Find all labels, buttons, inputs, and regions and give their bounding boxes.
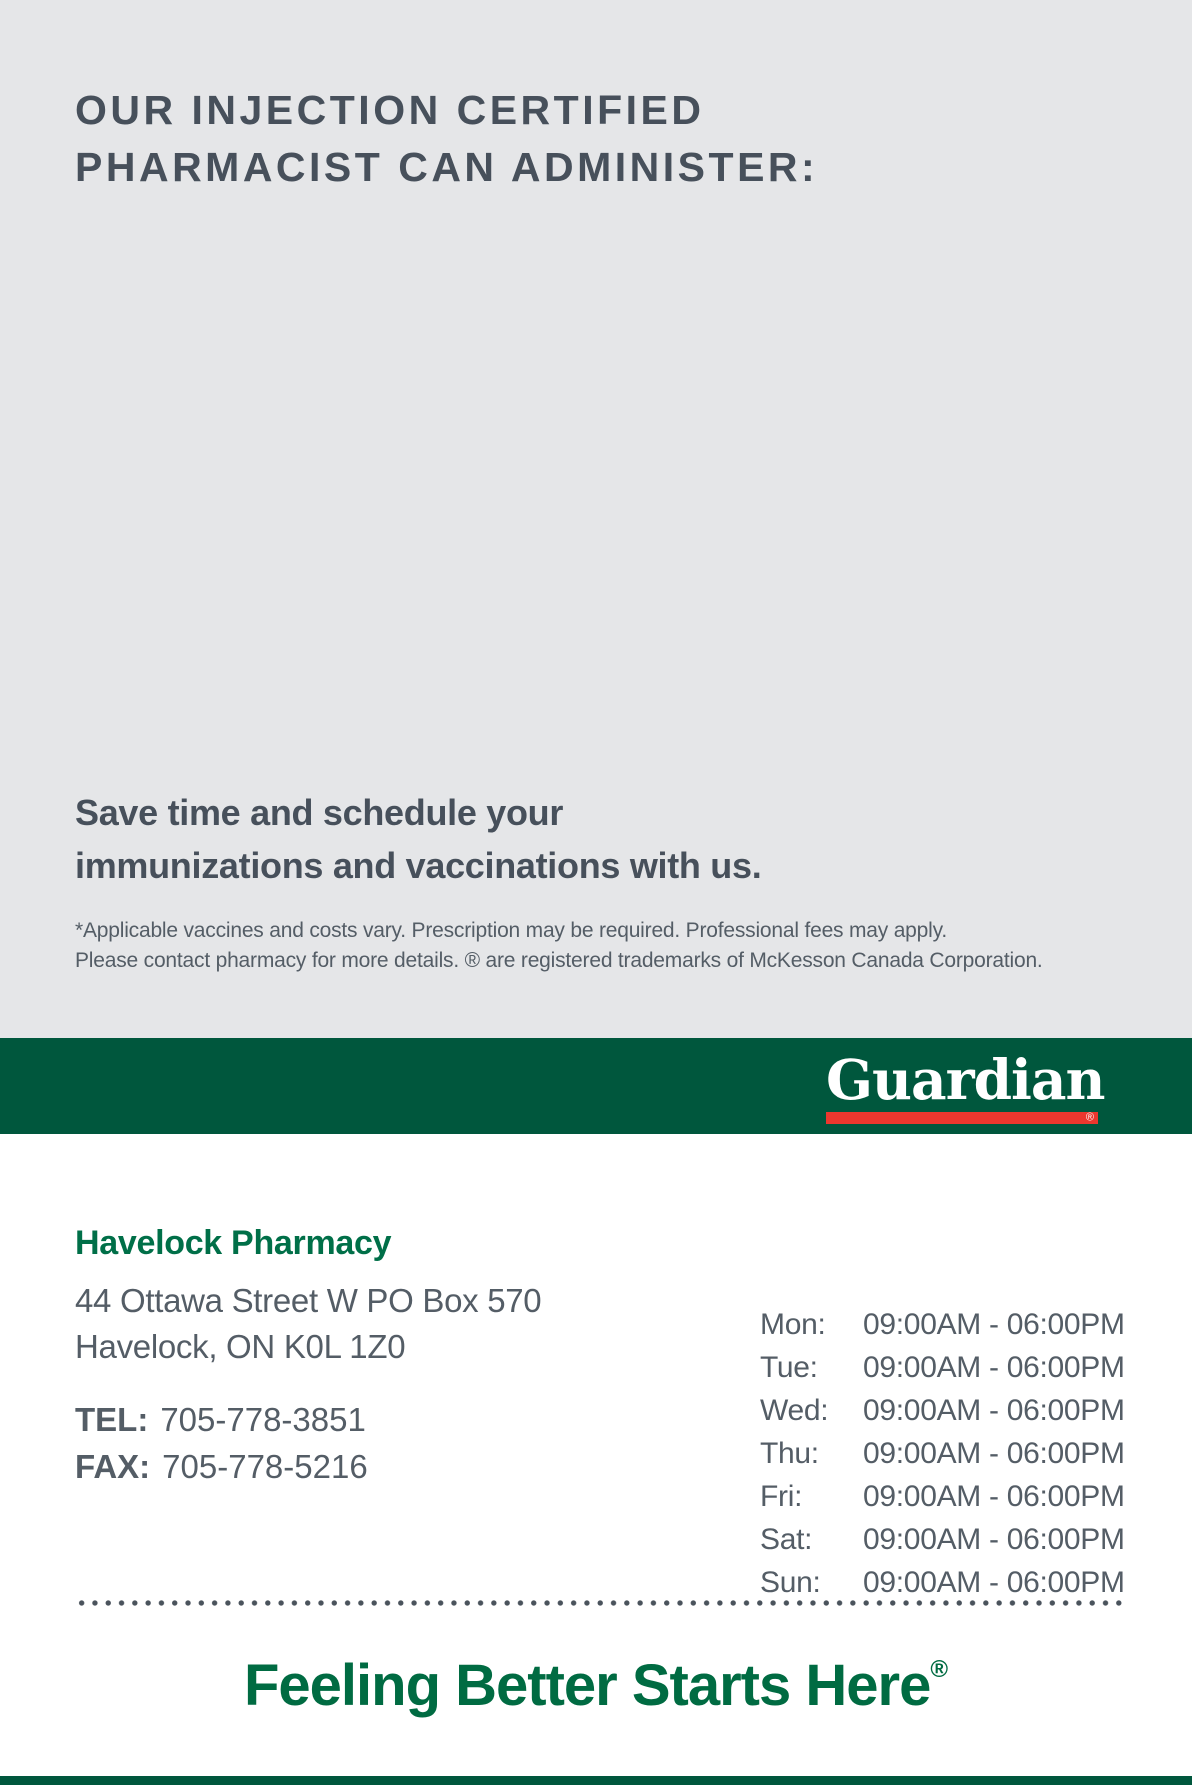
hours-time-value: 09:00AM - 06:00PM — [863, 1307, 1125, 1341]
guardian-logo — [826, 1047, 1105, 1124]
hours-time-value: 09:00AM - 06:00PM — [863, 1479, 1125, 1513]
registered-trademark-icon: ® — [1085, 1111, 1094, 1124]
guardian-logo-wordmark: Guardian — [826, 1047, 1105, 1112]
promo-heading — [75, 82, 818, 196]
hours-row-sat — [760, 1518, 1125, 1561]
hours-time-value: 09:00AM - 06:00PM — [863, 1522, 1125, 1556]
promo-disclaimer — [75, 916, 1043, 976]
store-name: Havelock Pharmacy — [75, 1224, 392, 1262]
promo-subheading-line1: Save time and schedule your — [75, 792, 564, 833]
tagline — [0, 1652, 1192, 1719]
dotted-divider — [75, 1600, 1127, 1606]
tagline-text: Feeling Better Starts Here — [243, 1653, 931, 1718]
tel-number: 705-778-3851 — [160, 1401, 366, 1438]
promo-subheading — [75, 786, 761, 892]
hours-day-label: Thu: — [760, 1436, 819, 1470]
promo-heading-line1: OUR INJECTION CERTIFIED — [75, 87, 705, 133]
hours-time-value: 09:00AM - 06:00PM — [863, 1565, 1125, 1599]
store-address-line1: 44 Ottawa Street W PO Box 570 — [75, 1282, 542, 1319]
hours-day-label: Fri: — [760, 1479, 803, 1513]
promo-subheading-line2: immunizations and vaccinations with us. — [75, 845, 762, 886]
hours-row-thu — [760, 1432, 1125, 1475]
guardian-logo-underline — [826, 1112, 1098, 1124]
hours-time-value: 09:00AM - 06:00PM — [863, 1436, 1125, 1470]
brand-band — [0, 1038, 1192, 1134]
store-tel-row — [75, 1396, 368, 1443]
promo-heading-line2: PHARMACIST CAN ADMINISTER: — [75, 144, 819, 190]
registered-trademark-icon: ® — [930, 1656, 949, 1683]
hours-row-tue — [760, 1346, 1125, 1389]
hours-time-value: 09:00AM - 06:00PM — [863, 1393, 1125, 1427]
fax-label: FAX: — [75, 1448, 151, 1485]
hours-row-wed — [760, 1389, 1125, 1432]
hours-row-mon — [760, 1303, 1125, 1346]
fax-number: 705-778-5216 — [162, 1448, 368, 1485]
promo-disclaimer-line2: Please contact pharmacy for more details. ® are registered trademarks of McKesson Canada Corporation. — [75, 949, 1043, 972]
hours-row-fri — [760, 1475, 1125, 1518]
hours-day-label: Wed: — [760, 1393, 829, 1427]
promo-disclaimer-line1: *Applicable vaccines and costs vary. Prescription may be required. Professional fees may apply. — [75, 919, 947, 942]
hours-day-label: Mon: — [760, 1307, 826, 1341]
store-fax-row — [75, 1443, 368, 1490]
hours-day-label: Sat: — [760, 1522, 813, 1556]
hours-day-label: Tue: — [760, 1350, 818, 1384]
store-address-line2: Havelock, ON K0L 1Z0 — [75, 1328, 406, 1365]
store-phones — [75, 1396, 368, 1490]
hours-row-sun — [760, 1561, 1125, 1604]
hours-day-label: Sun: — [760, 1565, 821, 1599]
hours-time-value: 09:00AM - 06:00PM — [863, 1350, 1125, 1384]
store-address — [75, 1278, 541, 1370]
store-hours — [760, 1303, 1125, 1604]
footer-bar — [0, 1776, 1192, 1785]
tel-label: TEL: — [75, 1401, 149, 1438]
